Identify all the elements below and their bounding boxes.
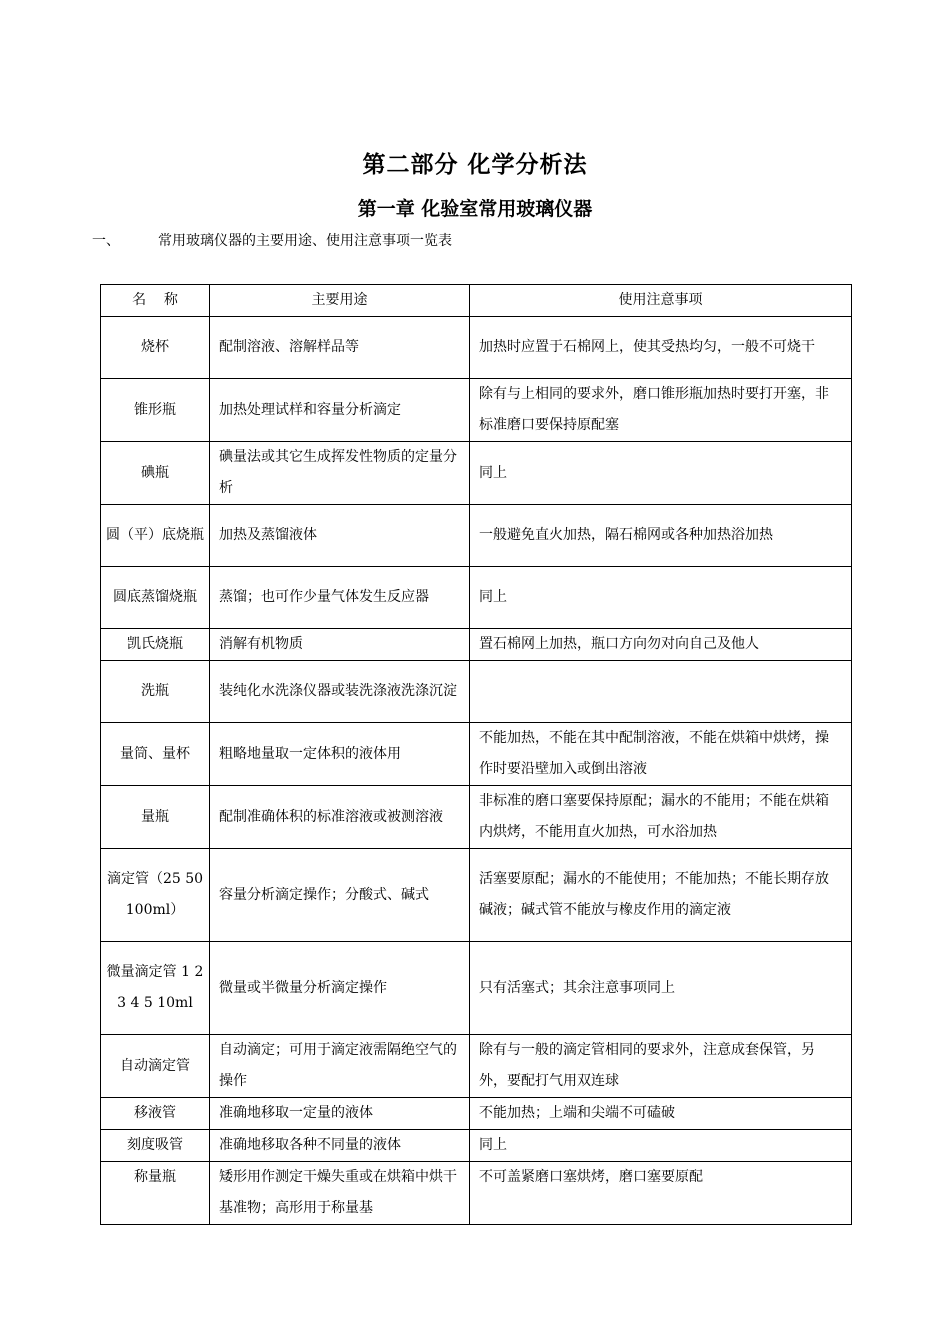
row-notes: 非标准的磨口塞要保持原配；漏水的不能用；不能在烘箱内烘烤，不能用直火加热，可水浴加热 — [470, 786, 852, 849]
row-use: 消解有机物质 — [210, 629, 470, 661]
row-notes: 置石棉网上加热，瓶口方向勿对向自己及他人 — [470, 629, 852, 661]
row-notes: 一般避免直火加热，隔石棉网或各种加热浴加热 — [470, 505, 852, 567]
table-header-row — [101, 285, 852, 317]
row-use: 准确地移取一定量的液体 — [210, 1098, 470, 1130]
row-use: 容量分析滴定操作；分酸式、碱式 — [210, 849, 470, 942]
table-row — [101, 629, 852, 661]
section-title: 常用玻璃仪器的主要用途、使用注意事项一览表 — [158, 233, 452, 249]
row-name: 自动滴定管 — [101, 1035, 210, 1098]
row-name: 微量滴定管 1 2 3 4 5 10ml — [101, 942, 210, 1035]
section-heading — [92, 230, 452, 250]
table-row — [101, 786, 852, 849]
table-row — [101, 505, 852, 567]
row-name: 圆（平）底烧瓶 — [101, 505, 210, 567]
row-notes: 不能加热，不能在其中配制溶液，不能在烘箱中烘烤，操作时要沿壁加入或倒出溶液 — [470, 723, 852, 786]
row-notes: 活塞要原配；漏水的不能使用；不能加热；不能长期存放碱液；碱式管不能放与橡皮作用的滴定液 — [470, 849, 852, 942]
table-row — [101, 1098, 852, 1130]
row-notes: 不可盖紧磨口塞烘烤，磨口塞要原配 — [470, 1162, 852, 1225]
row-notes: 同上 — [470, 567, 852, 629]
row-name: 凯氏烧瓶 — [101, 629, 210, 661]
row-name: 刻度吸管 — [101, 1130, 210, 1162]
row-use: 加热及蒸馏液体 — [210, 505, 470, 567]
row-use: 配制准确体积的标准溶液或被测溶液 — [210, 786, 470, 849]
row-notes: 加热时应置于石棉网上，使其受热均匀，一般不可烧干 — [470, 317, 852, 379]
table-row — [101, 1162, 852, 1225]
row-use: 微量或半微量分析滴定操作 — [210, 942, 470, 1035]
header-use: 主要用途 — [210, 285, 470, 317]
header-notes: 使用注意事项 — [470, 285, 852, 317]
table-row — [101, 1130, 852, 1162]
row-name: 烧杯 — [101, 317, 210, 379]
table-row — [101, 849, 852, 942]
glassware-table — [100, 284, 852, 1225]
table-row — [101, 1035, 852, 1098]
row-use: 粗略地量取一定体积的液体用 — [210, 723, 470, 786]
row-name: 称量瓶 — [101, 1162, 210, 1225]
section-number: 一、 — [92, 233, 120, 249]
table-row — [101, 567, 852, 629]
row-notes: 除有与上相同的要求外，磨口锥形瓶加热时要打开塞，非标准磨口要保持原配塞 — [470, 379, 852, 442]
row-use: 蒸馏；也可作少量气体发生反应器 — [210, 567, 470, 629]
table-row — [101, 379, 852, 442]
row-name: 圆底蒸馏烧瓶 — [101, 567, 210, 629]
row-use: 装纯化水洗涤仪器或装洗涤液洗涤沉淀 — [210, 661, 470, 723]
row-use: 加热处理试样和容量分析滴定 — [210, 379, 470, 442]
row-use: 准确地移取各种不同量的液体 — [210, 1130, 470, 1162]
chapter-title: 第一章 化验室常用玻璃仪器 — [357, 198, 593, 220]
row-use: 自动滴定；可用于滴定液需隔绝空气的操作 — [210, 1035, 470, 1098]
table-row — [101, 661, 852, 723]
row-name: 滴定管（25 50 100ml） — [101, 849, 210, 942]
table-row — [101, 317, 852, 379]
row-notes: 不能加热；上端和尖端不可磕破 — [470, 1098, 852, 1130]
table-row — [101, 442, 852, 505]
row-notes: 同上 — [470, 1130, 852, 1162]
table-row — [101, 942, 852, 1035]
row-notes: 除有与一般的滴定管相同的要求外，注意成套保管，另外，要配打气用双连球 — [470, 1035, 852, 1098]
table-row — [101, 723, 852, 786]
row-use: 配制溶液、溶解样品等 — [210, 317, 470, 379]
row-use: 碘量法或其它生成挥发性物质的定量分析 — [210, 442, 470, 505]
part-title: 第二部分 化学分析法 — [362, 152, 588, 178]
row-notes: 同上 — [470, 442, 852, 505]
row-name: 量瓶 — [101, 786, 210, 849]
row-name: 碘瓶 — [101, 442, 210, 505]
row-name: 锥形瓶 — [101, 379, 210, 442]
row-name: 洗瓶 — [101, 661, 210, 723]
row-name: 移液管 — [101, 1098, 210, 1130]
row-name: 量筒、量杯 — [101, 723, 210, 786]
row-notes — [470, 661, 852, 723]
header-name: 名 称 — [101, 285, 210, 317]
row-use: 矮形用作测定干燥失重或在烘箱中烘干基准物；高形用于称量基 — [210, 1162, 470, 1225]
row-notes: 只有活塞式；其余注意事项同上 — [470, 942, 852, 1035]
